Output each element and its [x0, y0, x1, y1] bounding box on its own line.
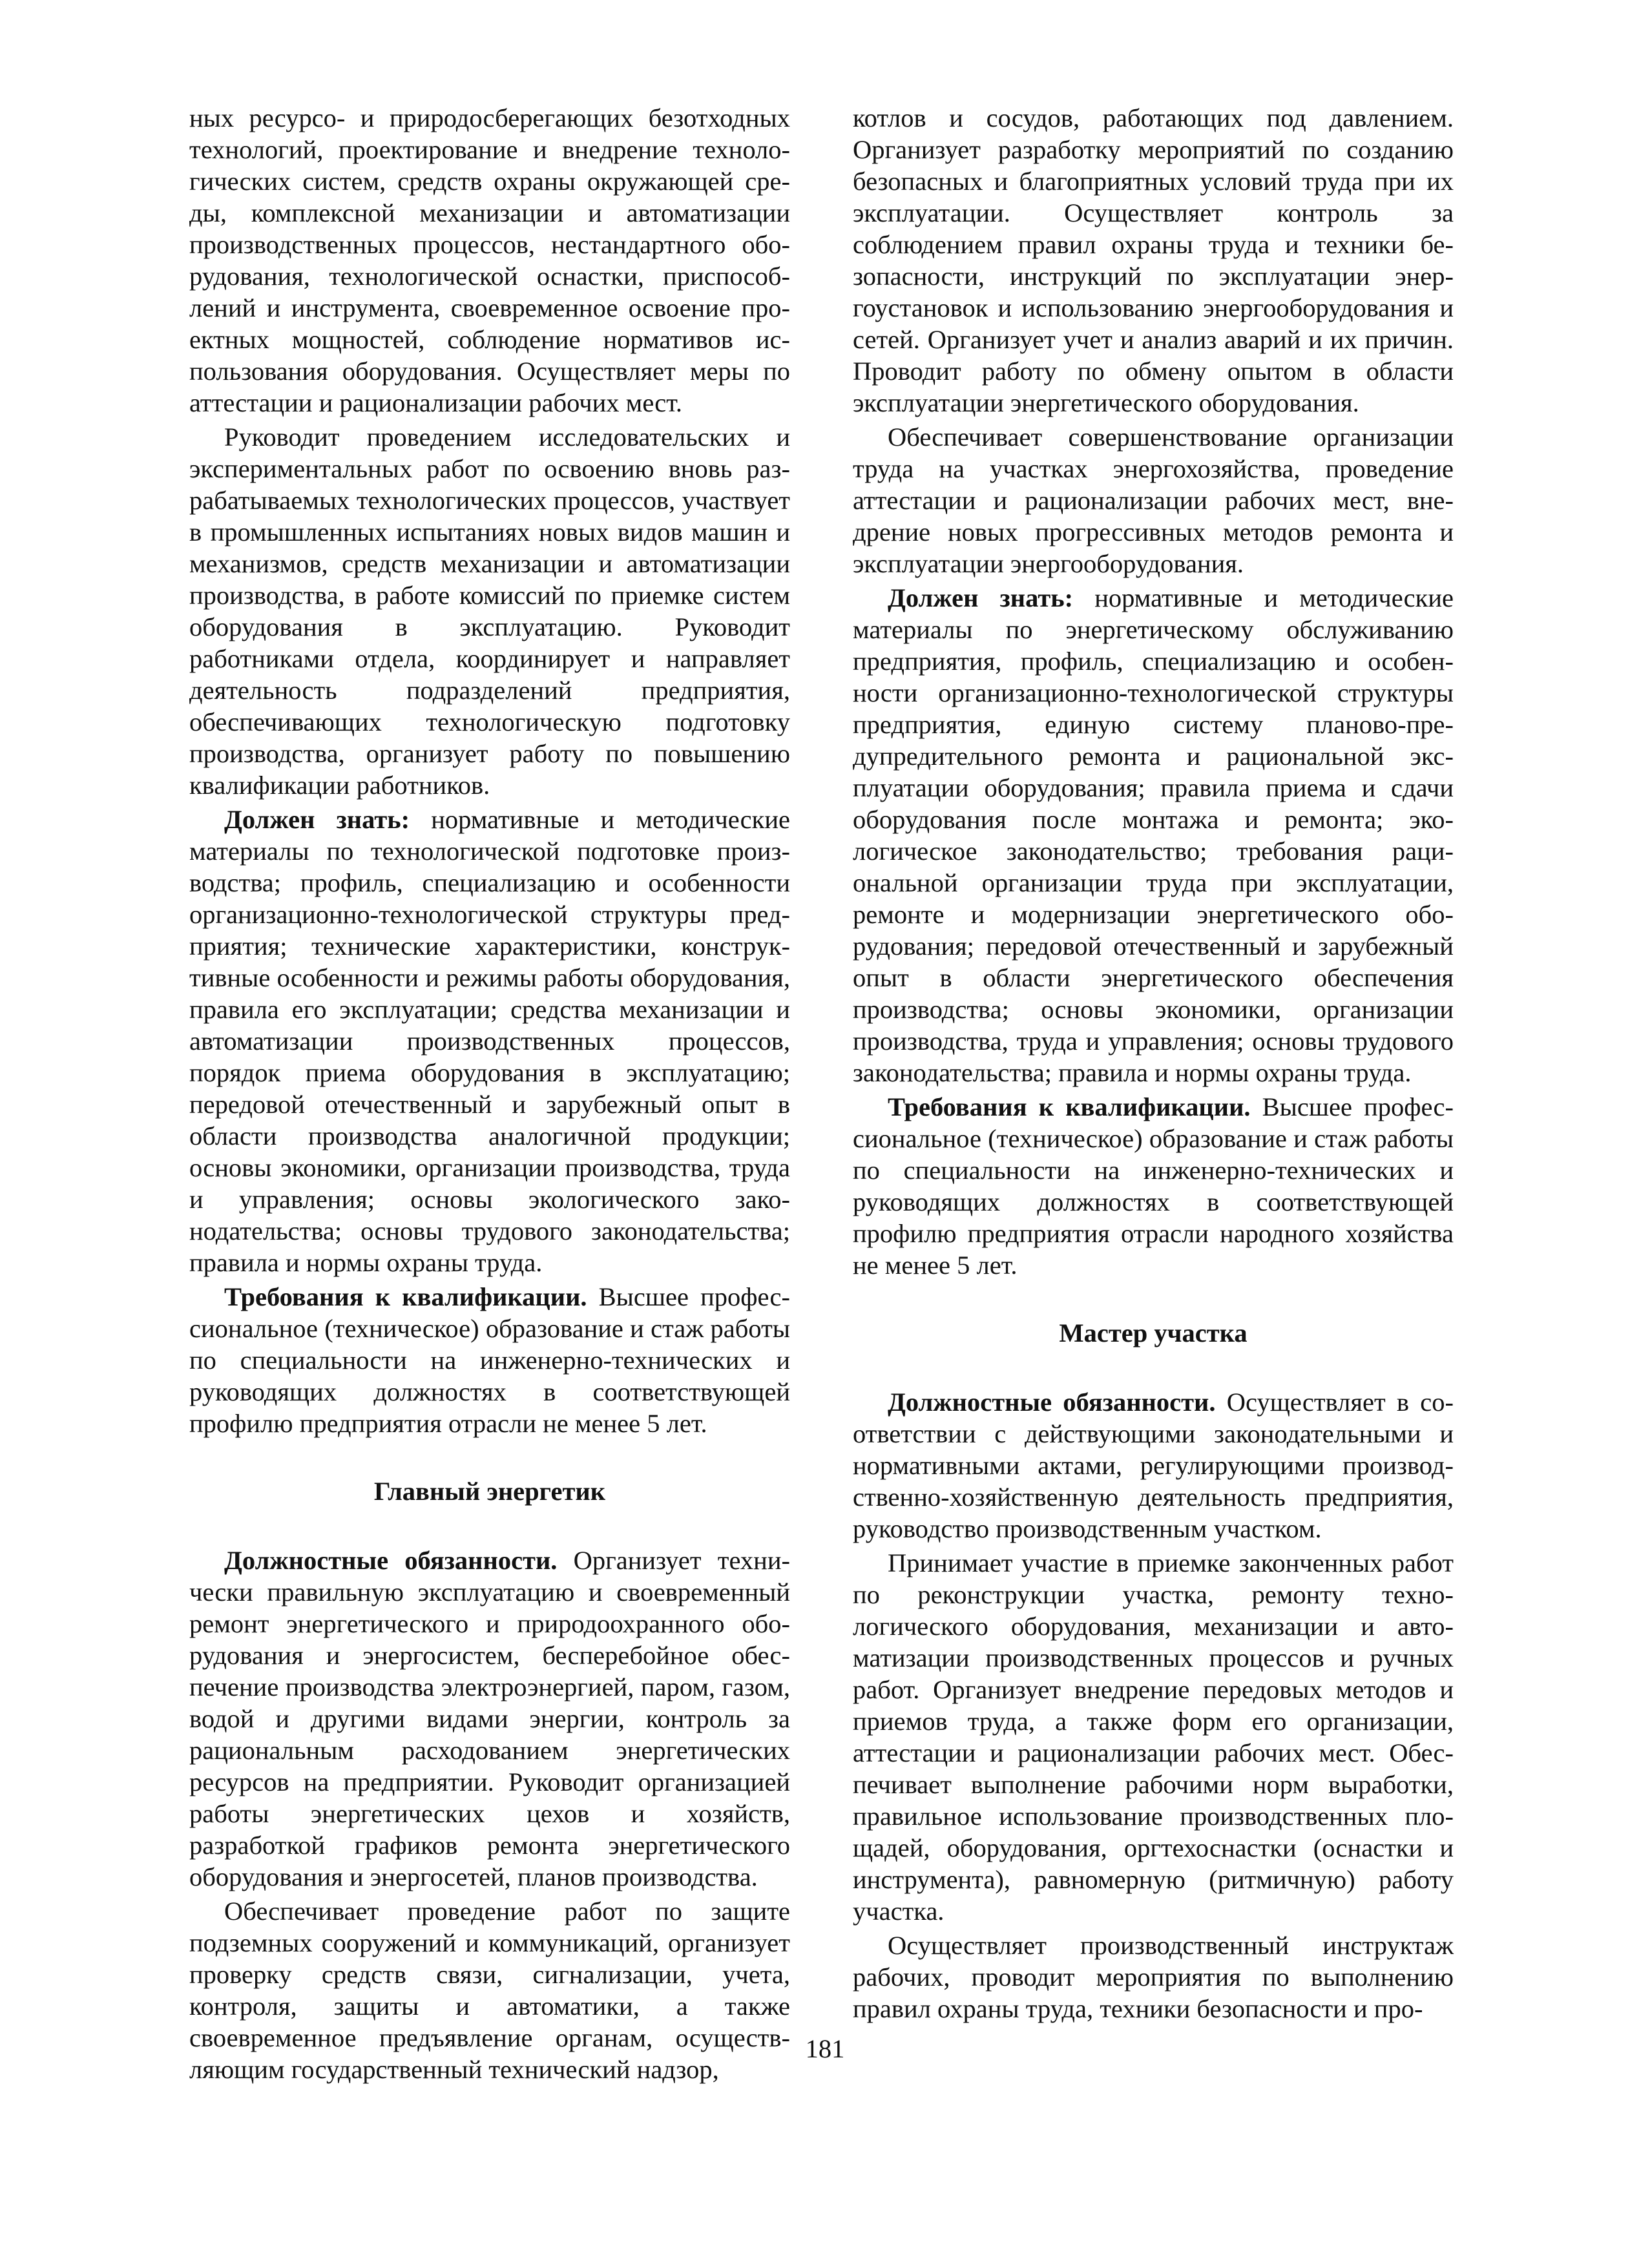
- right-column: [853, 102, 1454, 2027]
- paragraph: Осуществляет производственный инструктаж рабочих, проводит мероприятия по выполнению правил охраны труда, техники безопасности и про-: [853, 1931, 1454, 2023]
- paragraph-text: Организует технически правильную эксплуатацию и своевременный ремонт энергетического и природоохранного оборудования и энергосистем, бесперебойное обеспечение производства электроэнергией, паром, газом, водой и другими видами энергии, контроль за рациональным расходованием энергетических ресурсов на предприятии. Руководит организацией работы энергетических цехов и хозяйств, разработкой графиков ремонта энергетического оборудования и энергосетей, планов производства.: [189, 1546, 790, 1891]
- paragraph: Руководит проведением исследовательских и экспериментальных работ по освоению вновь разрабатываемых технологических процессов, участвует в промышленных испытаниях новых видов машин и механизмов, средств механизации и автоматизации производства, в работе комиссий по приемке систем оборудования в эксплуатацию. Руководит работниками отдела, координирует и направляет деятельность подразделений предприятия, обеспечивающих технологическую подготовку производства, организует работу по повышению квалификации работников.: [189, 422, 790, 800]
- paragraph: котлов и сосудов, работающих под давлением. Организует разработку мероприятий по созданию безопасных и благоприятных условий труда при их эксплуатации. Осуществляет контроль за соблюдением правил охраны труда и техники безопасности, инструкций по эксплуатации энергоустановок и использованию энергооборудования и сетей. Организует учет и анализ аварий и их причин. Проводит работу по обмену опытом в области эксплуатации энергетического оборудования.: [853, 103, 1454, 417]
- paragraph: Обеспечивает совершенствование организации труда на участках энергохозяйства, проведение аттестации и рационализации рабочих мест, внедрение новых прогрессивных методов ремонта и эксплуатации энергооборудования.: [853, 422, 1454, 578]
- section-title: Мастер участка: [1059, 1318, 1248, 1347]
- paragraph-lead: Должностные обязанности.: [888, 1388, 1216, 1417]
- paragraph: Обеспечивает проведение работ по защите подземных сооружений и коммуникаций, организует проверку средств связи, сигнализации, учета, контроля, защиты и автоматики, а также своевременное предъявление органам, осуществляющим государственный технический надзор,: [189, 1897, 790, 2084]
- paragraph-lead: Требования к квалификации.: [224, 1282, 587, 1311]
- paragraph-text: нормативные и методические материалы по технологической подготовке производства; профиль, специализацию и особенности организационно-технологической структуры предприятия; технические характеристики, конструктивные особенности и режимы работы оборудования, правила его эксплуатации; средства механизации и автоматизации производственных процессов, порядок приема оборудования в эксплуатацию; передовой отечественный и зарубежный опыт в области производства аналогичной продукции; основы экономики, организации производства, труда и управления; основы экологического законодательства; основы трудового законодательства; правила и нормы охраны труда.: [189, 805, 790, 1277]
- paragraph-text: Высшее профессиональное (техническое) образование и стаж работы по специальности на инженерно-технических и руководящих должностях в соответствующей профилю предприятия отрасли народного хозяйства не менее 5 лет.: [853, 1092, 1454, 1280]
- paragraph: [853, 1091, 1454, 1281]
- paragraph: Принимает участие в приемке законченных работ по реконструкции участка, ремонту технологического оборудования, механизации и автоматизации производственных процессов и ручных работ. Организует внедрение передовых методов и приемов труда, а также форм его организации, аттестации и рационализации рабочих мест. Обеспечивает выполнение рабочими норм выработки, правильное использование производственных площадей, оборудования, оргтехоснастки (оснастки и инструмента), равномерную (ритмичную) работу участка.: [853, 1548, 1454, 1926]
- paragraph-text: Высшее профессиональное (техническое) образование и стаж работы по специальности на инженерно-технических и руководящих должностях в соответствующей профилю предприятия отрасли не менее 5 лет.: [189, 1282, 791, 1438]
- paragraph: [189, 804, 790, 1278]
- paragraph: [853, 582, 1454, 1088]
- paragraph: [189, 1545, 790, 1893]
- paragraph: [189, 1281, 790, 1439]
- paragraph-text: Осуществляет в соответствии с действующими законодательными и нормативными актами, регулирующими производственно-хозяйственную деятельность предприятия, руководство производственным участком.: [853, 1388, 1454, 1543]
- paragraph-lead: Требования к квалификации.: [888, 1092, 1251, 1121]
- paragraph-lead: Должен знать:: [224, 805, 410, 834]
- paragraph: [853, 1386, 1454, 1545]
- paragraph-lead: Должен знать:: [888, 583, 1074, 612]
- paragraph-text: нормативные и методические материалы по энергетическому обслуживанию предприятия, профиль, специализацию и особенности организационно-технологической структуры предприятия, единую систему планово-предупредительного ремонта и рациональной эксплуатации оборудования; правила приема и сдачи оборудования после монтажа и ремонта; экологическое законодательство; требования рациональной организации труда при эксплуатации, ремонте и модернизации энергетического оборудования; передовой отечественный и зарубежный опыт в области энергетического обеспечения производства; основы экономики, организации производства, труда и управления; основы трудового законодательства; правила и нормы охраны труда.: [853, 583, 1454, 1087]
- left-column: [189, 102, 790, 2088]
- paragraph: ных ресурсо- и природосберегающих безотходных технологий, проектирование и внедрение технологических систем, средств охраны окружающей среды, комплексной механизации и автоматизации производственных процессов, нестандартного оборудования, технологической оснастки, приспособлений и инструмента, своевременное освоение проектных мощностей, соблюдение нормативов использования оборудования. Осуществляет меры по аттестации и рационализации рабочих мест.: [189, 103, 790, 417]
- section-title: Главный энергетик: [373, 1477, 606, 1506]
- paragraph-lead: Должностные обязанности.: [224, 1546, 558, 1575]
- page-number: 181: [805, 2034, 845, 2063]
